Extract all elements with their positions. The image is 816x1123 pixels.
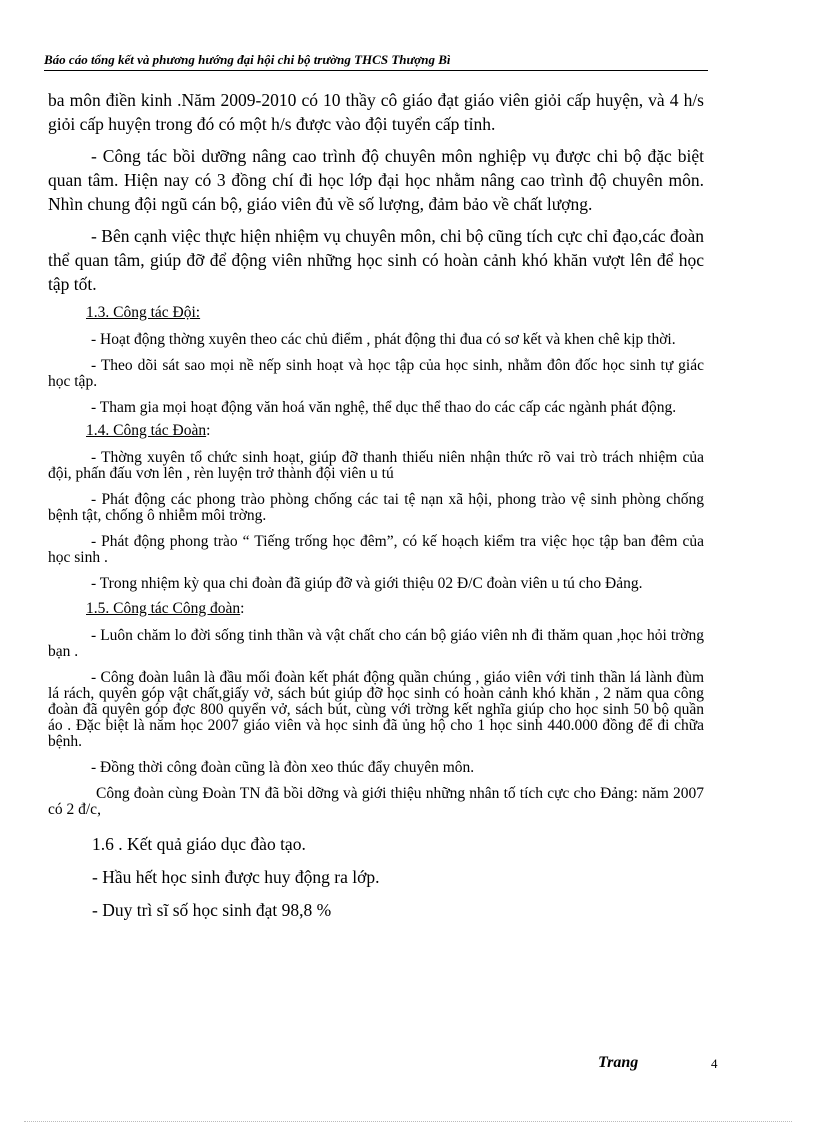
section-1-5-colon: : <box>240 600 245 617</box>
section-1-4-title: 1.4. Công tác Đoàn <box>86 422 207 439</box>
list-item: - Công đoàn luân là đầu mối đoàn kết phát động quần chúng , giáo viên với tinh thần lá lành đùm lá rách, quyên góp vật chất,giấy vở, sách bút giúp đỡ học sinh có hoàn cảnh khó khăn , 2 năm qua công đoàn đã quyên góp đợc 800 quyển vở, sách bút, cùng với trờng kết nghĩa giúp cho học sinh 50 bộ quần áo . Đặc biệt là năm học 2007 giáo viên và học sinh đã ủng hộ cho 1 học sinh 440.000 đồng để đi chữa bệnh. <box>48 669 704 750</box>
list-item: - Hoạt động thờng xuyên theo các chủ điểm , phát động thi đua có sơ kết và khen chê kịp thời. <box>91 331 676 348</box>
list-item: - Đồng thời công đoàn cũng là đòn xeo thúc đẩy chuyên môn. <box>91 759 475 776</box>
section-1-5-heading <box>48 601 704 617</box>
section-1-4-colon: : <box>206 422 211 439</box>
list-item: - Duy trì sĩ số học sinh đạt 98,8 % <box>92 900 332 920</box>
section-1-6-heading <box>48 832 704 856</box>
page-content <box>48 88 704 922</box>
section-1-5-title: 1.5. Công tác Công đoàn <box>86 600 241 617</box>
list-item: - Trong nhiệm kỳ qua chi đoàn đã giúp đỡ và giới thiệu 02 Đ/C đoàn viên u tú cho Đảng. <box>91 575 643 592</box>
list-item: - Tham gia mọi hoạt động văn hoá văn nghệ, thể dục thể thao do các cấp các ngành phát động. <box>91 399 677 416</box>
list-item: - Phát động phong trào “ Tiếng trống học đêm”, có kế hoạch kiểm tra việc học tập ban đêm của học sinh . <box>48 533 704 566</box>
list-item: Công đoàn cùng Đoàn TN đã bồi dỡng và giới thiệu những nhân tố tích cực cho Đảng: năm 2007 có 2 đ/c, <box>48 785 704 818</box>
section-1-6-title: 1.6 . Kết quả giáo dục đào tạo. <box>92 834 306 854</box>
section-1-3-heading <box>48 305 704 321</box>
footer-page-label: Trang <box>598 1054 639 1071</box>
list-item: - Luôn chăm lo đời sống tinh thần và vật chất cho cán bộ giáo viên nh đi thăm quan ,học hỏi trờng bạn . <box>48 627 704 660</box>
list-item: - Hầu hết học sinh được huy động ra lớp. <box>92 867 380 887</box>
paragraph-continuation: ba môn điền kinh .Năm 2009-2010 có 10 thầy cô giáo đạt giáo viên giỏi cấp huyện, và 4 h/s giỏi cấp huyện trong đó có một h/s được vào đội tuyển cấp tỉnh. <box>48 90 704 134</box>
list-item: - Thờng xuyên tổ chức sinh hoạt, giúp đỡ thanh thiếu niên nhận thức rõ vai trò trách nhiệm của đội, phấn đấu vơn lên , rèn luyện trở thành đội viên u tú <box>48 449 704 482</box>
paragraph-support: - Bên cạnh việc thực hiện nhiệm vụ chuyên môn, chi bộ cũng tích cực chỉ đạo,các đoàn thể quan tâm, giúp đỡ để động viên những học sinh có hoàn cảnh khó khăn vượt lên để học tập tốt. <box>48 226 704 294</box>
section-1-3-title: 1.3. Công tác Đội: <box>86 304 201 321</box>
page-bottom-divider <box>24 1121 792 1122</box>
page-header: Báo cáo tổng kết và phương hướng đại hội chi bộ trường THCS Thượng Bì <box>44 52 708 71</box>
list-item: - Phát động các phong trào phòng chống các tai tệ nạn xã hội, phong trào vệ sinh phòng chống bệnh tật, chống ô nhiễm môi trờng. <box>48 491 704 524</box>
section-1-4-heading <box>48 423 704 439</box>
list-item: - Theo dõi sát sao mọi nề nếp sinh hoạt và học tập của học sinh, nhằm đôn đốc học sinh tự giác học tập. <box>48 357 704 390</box>
paragraph-training: - Công tác bồi dưỡng nâng cao trình độ chuyên môn nghiệp vụ được chi bộ đặc biệt quan tâm. Hiện nay có 3 đồng chí đi học lớp đại học nhằm nâng cao trình độ chuyên môn. Nhìn chung đội ngũ cán bộ, giáo viên đủ về số lượng, đảm bảo về chất lượng. <box>48 146 704 214</box>
page-number: 4 <box>711 1056 718 1071</box>
